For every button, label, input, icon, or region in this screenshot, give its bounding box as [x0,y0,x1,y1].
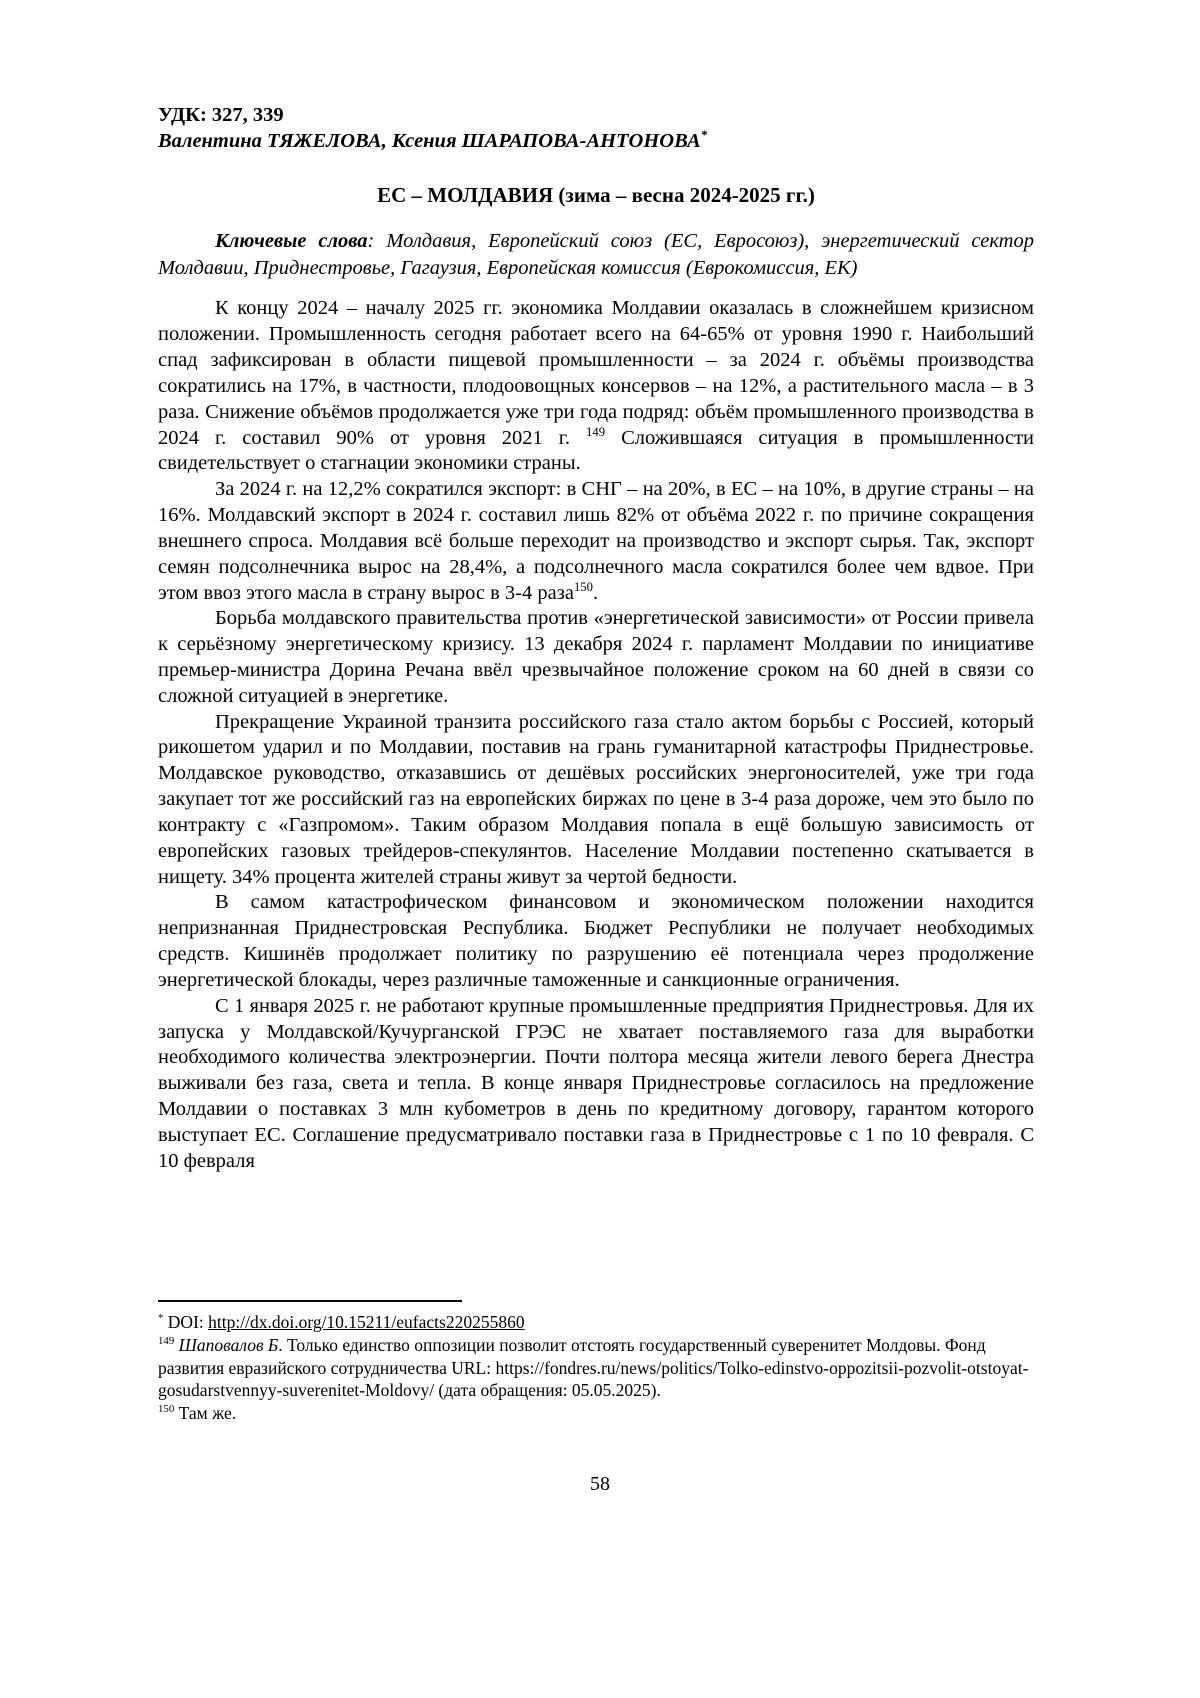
authors-names: Валентина ТЯЖЕЛОВА, Ксения ШАРАПОВА-АНТОНОВА [158,129,701,152]
page-number: 58 [590,1473,610,1495]
text-run: К концу 2024 – началу 2025 гг. экономика Молдавии оказалась в сложнейшем кризисном положении. Промышленность сегодня работает всего на 64-65% от уровня 1990 г. Наибольший спад зафиксирован в области пищевой промышленности – за 2024 г. объёмы производства сократились на 17%, в частности, плодоовощных консервов – на 12%, а растительного масла – в 3 раза. Снижение объёмов продолжается уже три года подряд: объём промышленного производства в 2024 г. составил 90% от уровня 2021 г. [158,297,1034,449]
text-run: Там же. [174,1403,237,1423]
footnote-separator [158,1300,462,1302]
footnote [158,1334,1034,1402]
body-paragraph [158,606,1034,709]
footnote-reference: * [158,1312,164,1325]
footnote-reference: 150 [573,579,593,594]
footnote-reference: 149 [158,1334,175,1347]
text-run: С 1 января 2025 г. не работают крупные промышленные предприятия Приднестровья. Для их запуска у Молдавской/Кучурганской ГРЭС не хватает поставляемого газа для выработки необходимого количества электроэнергии. Почти полтора месяца жители левого берега Днестра выживали без газа, света и тепла. В конце января Приднестровье согласилось на предложение Молдавии о поставках 3 млн кубометров в день по кредитному договору, гарантом которого выступает ЕС. Соглашение предусматривало поставки газа в Приднестровье с 1 по 10 февраля. С 10 февраля [158,994,1034,1172]
footnote [158,1402,1034,1425]
text-run: . [593,581,599,604]
text-run: DOI: [163,1312,209,1332]
body-paragraph [158,710,1034,891]
text-run: Прекращение Украиной транзита российского газа стало актом борьбы с Россией, который рикошетом ударил и по Молдавии, поставив на грань гуманитарной катастрофы Приднестровье. Молдавское руководство, отказавшись от дешёвых российских энергоносителей, уже три года закупает тот же российский газ на европейских биржах по цене в 3-4 раза дороже, чем это было по контракту с «Газпромом». Таким образом Молдавия попала в ещё большую зависимость от европейских газовых трейдеров-спекулянтов. Население Молдавии постепенно скатывается в нищету. 34% процента жителей страны живут за чертой бедности. [158,710,1034,888]
text-run: Борьба молдавского правительства против «энергетической зависимости» от России привела к серьёзному энергетическому кризису. 13 декабря 2024 г. парламент Молдавии по инициативе премьер-министра Дорина Речана ввёл чрезвычайное положение сроком на 60 дней в связи со сложной ситуацией в энергетике. [158,607,1034,707]
article-body [158,296,1034,1174]
footnote-reference: 149 [586,424,606,439]
text-run: Сложившаяся ситуация в промышленности свидетельствует о стагнации экономики страны. [158,426,1034,475]
udk-code: УДК: 327, 339 [158,104,284,126]
body-paragraph [158,477,1034,606]
text-run: В самом катастрофическом финансовом и экономическом положении находится непризнанная Приднестровская Республика. Бюджет Республики не получает необходимых средств. Кишинёв продолжает политику по разрушению её потенциала через продолжение энергетической блокады, через различные таможенные и санкционные ограничения. [158,891,1034,991]
body-paragraph [158,296,1034,477]
keywords-text: : Молдавия, Европейский союз (ЕС, Евросоюз), энергетический сектор Молдавии, Приднестровье, Гагаузия, Европейская комиссия (Еврокомиссия, ЕК) [158,230,1034,279]
keywords-label: Ключевые слова [215,230,368,253]
italic-text: Шаповалов Б [178,1334,279,1355]
doi-link[interactable]: http://dx.doi.org/10.15211/eufacts220255860 [208,1312,525,1332]
text-run: . Только единство оппозиции позволит отстоять государственный суверенитет Молдовы. Фонд развития евразийского сотрудничества URL: https://fondres.ru/news/politics/Tolko-edinstvo-oppozitsii-pozvolit-otstoyat-gosudarstvennyy-suverenitet-Moldovy/ (дата обращения: 05.05.2025). [158,1334,1029,1401]
footnotes-list [158,1311,1034,1425]
body-paragraph [158,890,1034,993]
body-paragraph [158,994,1034,1175]
footnote [158,1311,1034,1334]
text-run: За 2024 г. на 12,2% сократился экспорт: в СНГ – на 20%, в ЕС – на 10%, в другие страны – на 16%. Молдавский экспорт в 2024 г. составил лишь 82% от объёма 2022 г. по причине сокращения внешнего спроса. Молдавия всё больше переходит на производство и экспорт сырья. Так, экспорт семян подсолнечника вырос на 28,4%, а подсолнечного масла сократился более чем вдвое. При этом ввоз этого масла в страну вырос в 3-4 раза [158,478,1034,604]
article-title: ЕС – МОЛДАВИЯ (зима – весна 2024-2025 гг.) [377,182,815,207]
keywords-paragraph [158,228,1034,281]
footnote-reference: 150 [158,1403,175,1416]
authors-line [158,129,1034,155]
footnote-section [158,1300,1034,1425]
authors-footnote-mark: * [700,128,708,142]
